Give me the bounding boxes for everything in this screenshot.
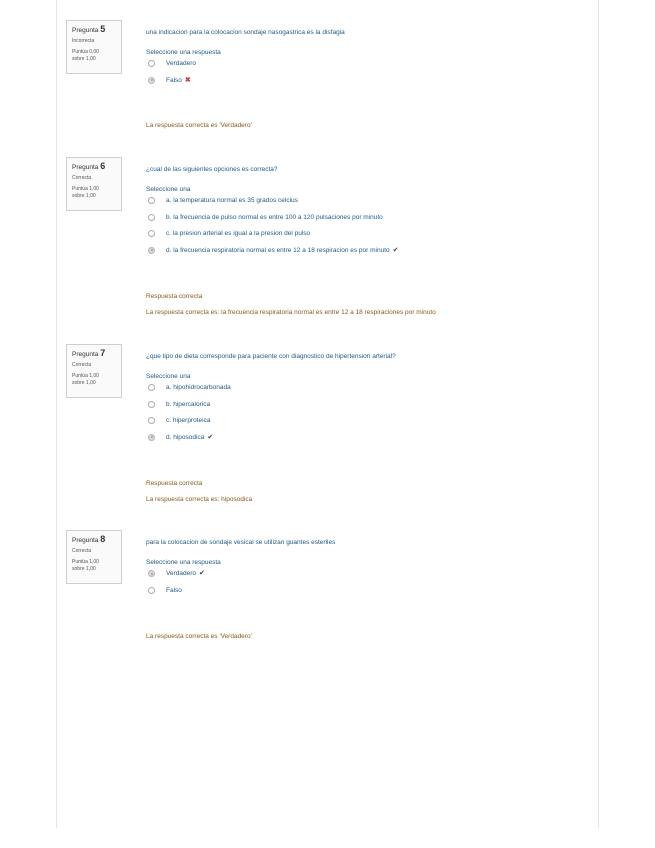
question-text: ¿que tipo de dieta corresponde para paciente con diagnostico de hipertension arterial? [146, 353, 396, 360]
question-info-box [66, 157, 122, 211]
answer-option[interactable] [146, 587, 586, 604]
answer-option-label: c. hiperproteica [166, 417, 211, 424]
question-number: Pregunta 5 [72, 24, 106, 34]
feedback-status: Respuesta correcta [146, 293, 203, 300]
answer-prompt: Seleccione una respuesta [146, 559, 221, 566]
question-content [146, 352, 586, 503]
question-state: Incorrecta [72, 38, 95, 44]
answer-option[interactable] [146, 197, 586, 214]
check-icon: ✔ [392, 246, 399, 254]
radio-button[interactable] [148, 401, 155, 408]
question-number: Pregunta 7 [72, 348, 106, 358]
correct-answer-feedback: La respuesta correcta es: la frecuencia respiratoria normal es entre 12 a 18 respiraciones por minuto [146, 309, 436, 316]
question-content [146, 538, 586, 640]
answer-option[interactable] [146, 230, 586, 247]
answer-options [146, 197, 586, 263]
answer-option-label: d. hiposodica ✔ [166, 433, 214, 441]
question-info-box [66, 20, 122, 74]
answer-option-label: b. hipercalorica [166, 400, 211, 408]
question-grade: Puntúa 0,00 sobre 1,00 [72, 49, 99, 62]
answer-option[interactable] [146, 77, 586, 94]
question-content [146, 28, 586, 129]
question-info-box [66, 530, 122, 584]
check-icon: ✔ [207, 433, 214, 441]
radio-button[interactable] [148, 587, 155, 594]
answer-option[interactable] [146, 247, 586, 264]
radio-button[interactable] [148, 230, 155, 237]
question-grade: Puntúa 1,00 sobre 1,00 [72, 559, 99, 572]
question-state: Correcta [72, 362, 92, 368]
question-grade: Puntúa 1,00 sobre 1,00 [72, 186, 99, 199]
radio-button[interactable] [148, 434, 155, 441]
answer-prompt: Seleccione una respuesta [146, 49, 221, 56]
answer-option-label: b. la frecuencia de pulso normal es entre 100 a 120 pulsaciones por minuto [166, 213, 383, 221]
answer-prompt: Seleccione una [146, 373, 191, 380]
check-icon: ✔ [199, 570, 205, 577]
answer-option-label: Falso ✖ [166, 76, 191, 84]
radio-button[interactable] [148, 214, 155, 221]
question-grade: Puntúa 1,00 sobre 1,00 [72, 373, 99, 386]
radio-button[interactable] [148, 247, 155, 254]
answer-option[interactable] [146, 417, 586, 434]
correct-answer-feedback: La respuesta correcta es 'Verdadero' [146, 122, 252, 129]
question-content [146, 165, 586, 316]
radio-button[interactable] [148, 384, 155, 391]
question-text: para la colocacion de sondaje vesical se utilizan guantes esteriles [146, 539, 336, 546]
feedback-status: Respuesta correcta [146, 480, 203, 487]
question-state: Correcta [72, 175, 92, 181]
answer-option-label: Verdadero [166, 60, 196, 67]
radio-button[interactable] [148, 570, 155, 577]
page-border-left [56, 0, 57, 828]
cross-icon: ✖ [184, 76, 191, 84]
answer-option[interactable] [146, 214, 586, 231]
answer-options [146, 570, 586, 603]
answer-option-label: Falso [166, 586, 182, 594]
answer-option[interactable] [146, 434, 586, 451]
correct-answer-feedback: La respuesta correcta es: hiposodica [146, 496, 253, 503]
answer-option-label: d. la frecuencia respiratoria normal es entre 12 a 18 respiracion es por minuto ✔ [166, 246, 399, 254]
answer-option[interactable] [146, 401, 586, 418]
page-border-right [598, 0, 599, 828]
question-number: Pregunta 6 [72, 161, 106, 171]
answer-option-label: Verdadero ✔ [166, 570, 205, 577]
radio-button[interactable] [148, 77, 155, 84]
answer-option[interactable] [146, 60, 586, 77]
answer-options [146, 384, 586, 450]
question-number: Pregunta 8 [72, 534, 106, 544]
radio-button[interactable] [148, 60, 155, 67]
question-text: una indicacion para la colocacion sondaje nasogastrica es la disfagia [146, 29, 345, 36]
correct-answer-feedback: La respuesta correcta es 'Verdadero' [146, 633, 252, 640]
answer-prompt: Seleccione una [146, 186, 191, 193]
answer-options [146, 60, 586, 93]
question-state: Correcta [72, 548, 92, 554]
question-info-box [66, 344, 122, 398]
radio-button[interactable] [148, 197, 155, 204]
answer-option-label: c. la presion arterial es igual a la presion del pulso [166, 230, 311, 237]
answer-option-label: a. hipohidrocarbonada [166, 384, 231, 391]
answer-option[interactable] [146, 384, 586, 401]
answer-option[interactable] [146, 570, 586, 587]
answer-option-label: a. la temperatura normal es 35 grados celcius [166, 197, 298, 204]
radio-button[interactable] [148, 417, 155, 424]
question-text: ¿cual de las siguientes opciones es correcta? [146, 166, 278, 173]
